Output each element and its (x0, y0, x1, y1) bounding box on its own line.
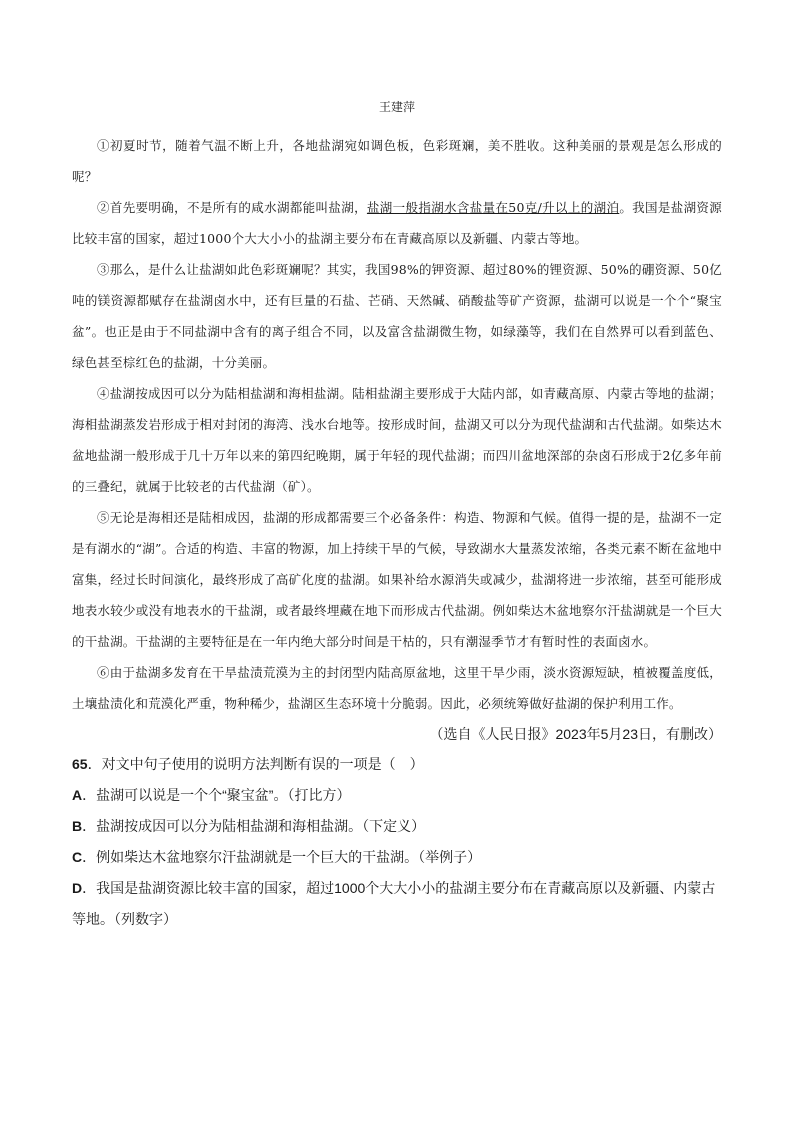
option-a[interactable] (72, 780, 722, 811)
document-page (72, 98, 722, 935)
option-d-text: ．我国是盐湖资源比较丰富的国家，超过1000个大大小小的盐湖主要分布在青藏高原以及新疆、内蒙古等地。（列数字） (72, 880, 716, 927)
option-d[interactable] (72, 873, 722, 935)
paragraph-3 (72, 254, 722, 378)
paragraph-1 (72, 130, 722, 192)
paragraph-1-text: ①初夏时节，随着气温不断上升，各地盐湖宛如调色板，色彩斑斓，美不胜收。这种美丽的景观是怎么形成的呢？ (72, 138, 722, 184)
article-source: （选自《人民日报》2023年5月23日，有删改） (429, 726, 722, 742)
paragraph-2-text-start: ②首先要明确，不是所有的咸水湖都能叫盐湖， (97, 200, 367, 215)
option-d-letter: D (72, 880, 83, 896)
option-c-text: ．例如柴达木盆地察尔汗盐湖就是一个巨大的干盐湖。（举例子） (82, 849, 482, 865)
option-b-text: ．盐湖按成因可以分为陆相盐湖和海相盐湖。（下定义） (82, 818, 426, 834)
question-stem (72, 749, 722, 780)
paragraph-5-text: ⑤无论是海相还是陆相成因，盐湖的形成都需要三个必备条件：构造、物源和气候。值得一提的是，盐湖不一定是有湖水的“湖”。合适的构造、丰富的物源，加上持续干旱的气候，导致湖水大量蒸发浓缩，各类元素不断在盆地中富集，经过长时间演化，最终形成了高矿化度的盐湖。如果补给水源消失或减少，盐湖将进一步浓缩，甚至可能形成地表水较少或没有地表水的干盐湖，或者最终埋藏在地下而形成古代盐湖。例如柴达木盆地察尔汗盐湖就是一个巨大的干盐湖。干盐湖的主要特征是在一年内绝大部分时间是干枯的，只有潮湿季节才有暂时性的表面卤水。 (72, 510, 722, 649)
option-a-text: ．盐湖可以说是一个个“聚宝盆”。（打比方） (82, 787, 351, 803)
paragraph-6-text: ⑥由于盐湖多发育在干旱盐渍荒漠为主的封闭型内陆高原盆地，这里干旱少雨，淡水资源短缺，植被覆盖度低，土壤盐渍化和荒漠化严重，物种稀少，盐湖区生态环境十分脆弱。因此，必须统筹做好盐湖的保护利用工作。 (72, 665, 722, 711)
option-c[interactable] (72, 842, 722, 873)
underlined-definition: 盐湖一般指湖水含盐量在50克/升以上的湖泊 (366, 200, 620, 215)
paragraph-2 (72, 192, 722, 254)
paragraph-3-text: ③那么，是什么让盐湖如此色彩斑斓呢？其实，我国98%的钾资源、超过80%的锂资源、50%的硼资源、50亿吨的镁资源都赋存在盐湖卤水中，还有巨量的石盐、芒硝、天然碱、硝酸盐等矿产资源，盐湖可以说是一个个“聚宝盆”。也正是由于不同盐湖中含有的离子组合不同，以及富含盐湖微生物，如绿藻等，我们在自然界可以看到蓝色、绿色甚至棕红色的盐湖，十分美丽。 (72, 262, 722, 370)
paragraph-6 (72, 657, 722, 719)
paragraph-4-text: ④盐湖按成因可以分为陆相盐湖和海相盐湖。陆相盐湖主要形成于大陆内部，如青藏高原、内蒙古等地的盐湖；海相盐湖蒸发岩形成于相对封闭的海湾、浅水台地等。按形成时间，盐湖又可以分为现代盐湖和古代盐湖。如柴达木盆地盐湖一般形成于几十万年以来的第四纪晚期，属于年轻的现代盐湖；而四川盆地深部的杂卤石形成于2亿多年前的三叠纪，就属于比较老的古代盐湖（矿）。 (72, 386, 722, 494)
paragraph-2-text-end: 。我国是盐湖资源比较丰富的国家，超过1000个大大小小的盐湖主要分布在青藏高原以及新疆、内蒙古等地。 (72, 200, 722, 246)
question-text: ．对文中句子使用的说明方法判断有误的一项是（ ） (87, 756, 424, 772)
option-a-letter: A (72, 787, 83, 803)
paragraph-5 (72, 502, 722, 657)
paragraph-4 (72, 378, 722, 502)
option-b-letter: B (72, 818, 83, 834)
question-number: 65 (72, 756, 88, 772)
option-b[interactable] (72, 811, 722, 842)
article-author: 王建萍 (378, 100, 415, 114)
option-c-letter: C (72, 849, 83, 865)
